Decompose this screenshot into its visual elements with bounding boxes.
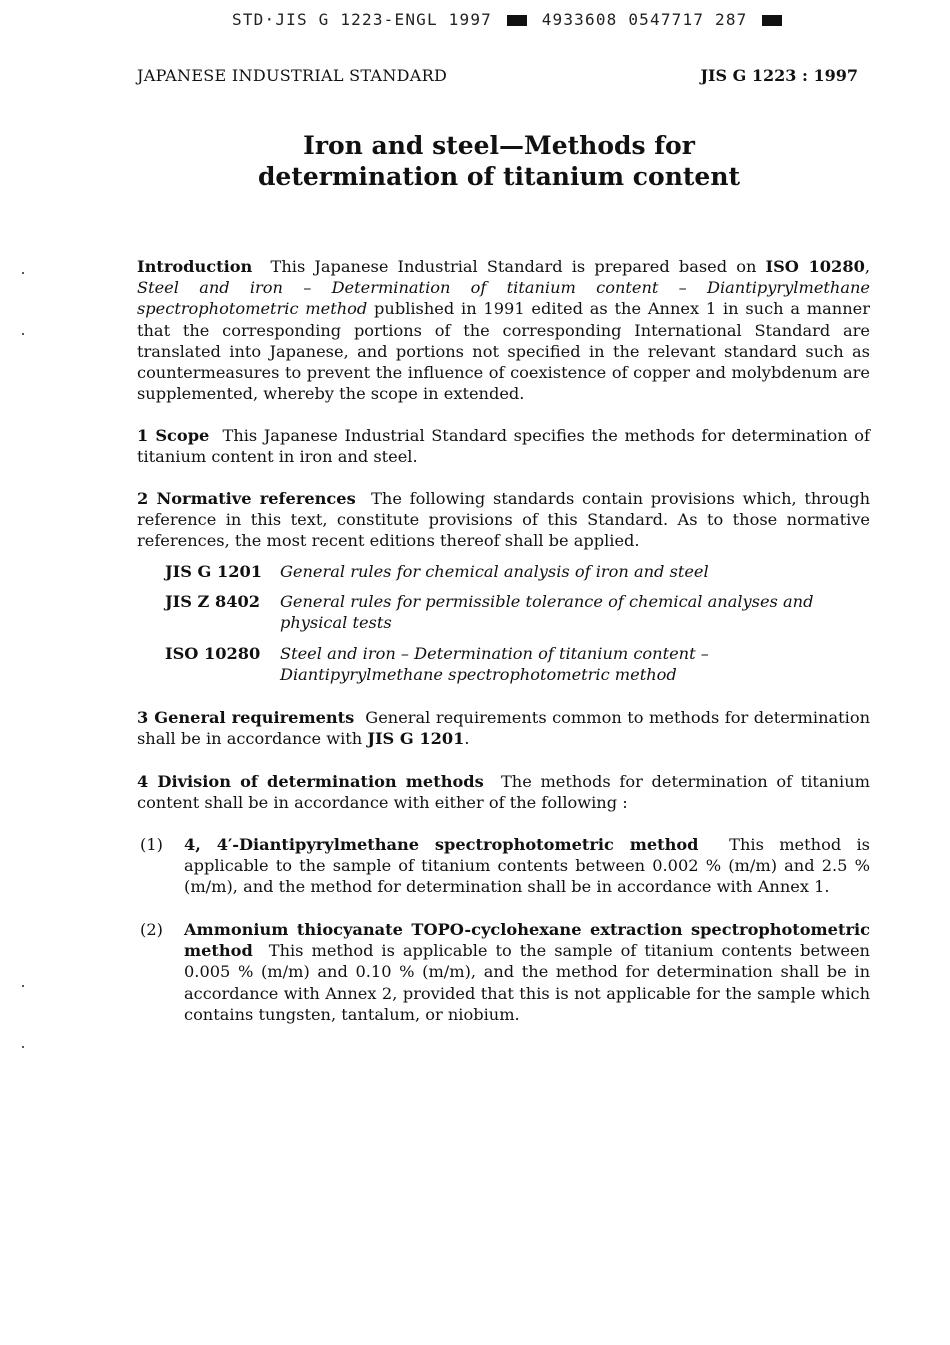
- method-heading: Ammonium thiocyanate TOPO-cyclohexane extraction spectrophotometric method: [184, 920, 870, 961]
- method-number: (1): [140, 835, 163, 854]
- method-text: This method is applicable to the sample of titanium contents between 0.005 % (m/m) and 0.10 % (m/m), and the method for determination shall be in accordance with Annex 2, provided that this is not applicable for the sample which contains tungsten, tantalum, or niobium.: [184, 941, 870, 1024]
- introduction-heading: Introduction: [137, 257, 253, 276]
- method-item: [140, 834, 870, 898]
- scan-speck: [22, 333, 24, 335]
- method-text: This method is applicable to the sample of titanium contents between 0.002 % (m/m) and 2.5 % (m/m), and the method for determination shall be in accordance with Annex 1.: [184, 835, 870, 897]
- general-text: General requirements common to methods for determination shall be in accordance with: [137, 708, 870, 749]
- scan-speck: [22, 272, 24, 274]
- method-heading: 4, 4′-Diantipyrylmethane spectrophotometric method: [184, 835, 699, 854]
- scope-text: This Japanese Industrial Standard specifies the methods for determination of titanium content in iron and steel.: [137, 426, 870, 467]
- reference-item: [165, 591, 870, 633]
- reference-code: JIS G 1201: [165, 562, 263, 581]
- scan-header-part2: 4933608 0547717 287: [541, 10, 748, 29]
- redaction-block: [762, 15, 782, 26]
- division-section: [137, 771, 870, 813]
- normative-heading: 2 Normative references: [137, 489, 356, 508]
- method-item: [140, 919, 870, 1025]
- normative-references-section: [137, 488, 870, 552]
- header-standard-label: JAPANESE INDUSTRIAL STANDARD: [137, 66, 448, 85]
- header-standard-number: JIS G 1223 : 1997: [700, 66, 858, 85]
- scan-header-part1: STD·JIS G 1223-ENGL 1997: [232, 10, 492, 29]
- introduction-text-3: published in 1991 edited as the Annex 1 in such a manner that the corresponding portions of the corresponding International Standard are translated into Japanese, and portions not specified in the relevant standard such as countermeasures to prevent the influence of coexistence of copper and molybdenum are supplemented, whereby the scope in extended.: [137, 299, 870, 404]
- title-line-1: Iron and steel—Methods for: [303, 131, 695, 160]
- reference-list: [165, 561, 870, 694]
- general-requirements-section: [137, 707, 870, 749]
- reference-title: General rules for permissible tolerance of chemical analyses and physical tests: [280, 592, 814, 633]
- reference-code: JIS Z 8402: [165, 592, 261, 612]
- general-ref: JIS G 1201: [367, 729, 465, 749]
- general-end: .: [464, 729, 470, 749]
- introduction-text-1: This Japanese Industrial Standard is prepared based on: [270, 257, 766, 276]
- scan-speck: [22, 985, 24, 987]
- normative-text: The following standards contain provisions which, through reference in this text, constitute provisions of this Standard. As to those normative references, the most recent editions thereof shall be applied.: [137, 489, 871, 551]
- introduction-iso-ref: ISO 10280: [765, 257, 865, 276]
- reference-item: [165, 643, 870, 685]
- page-title: [0, 130, 950, 192]
- general-heading: 3 General requirements: [137, 708, 355, 727]
- title-line-2: determination of titanium content: [257, 162, 741, 191]
- division-text: The methods for determination of titanium content shall be in accordance with either of the following :: [137, 772, 870, 813]
- reference-item: [165, 561, 870, 582]
- redaction-block: [507, 15, 527, 26]
- division-heading: 4 Division of determination methods: [137, 772, 484, 791]
- scan-header: [232, 10, 786, 29]
- reference-code: ISO 10280: [165, 643, 261, 663]
- reference-title: General rules for chemical analysis of iron and steel: [280, 562, 709, 581]
- scope-section: [137, 425, 870, 467]
- scan-speck: [22, 1046, 24, 1048]
- introduction-section: [137, 256, 870, 404]
- scope-heading: 1 Scope: [137, 426, 210, 445]
- introduction-italic-title: Steel and iron – Determination of titanium content – Diantipyrylmethane spectrophotometric method: [137, 278, 870, 319]
- introduction-text-2: ,: [864, 257, 870, 276]
- method-number: (2): [140, 920, 163, 939]
- reference-title: Steel and iron – Determination of titanium content – Diantipyrylmethane spectrophotometric method: [280, 643, 709, 684]
